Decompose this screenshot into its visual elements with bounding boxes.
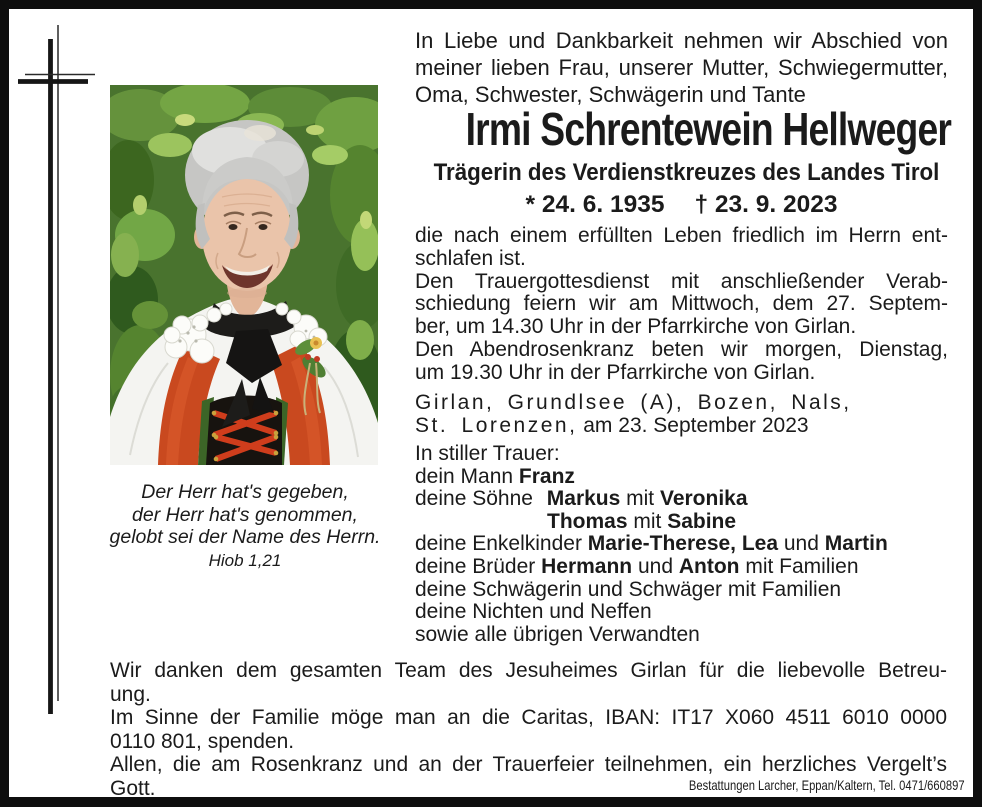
mourner-row: deine Schwägerin und Schwäger mit Familien [415, 577, 842, 601]
mourners-list [415, 443, 948, 646]
quote-line: Der Herr hat's gegeben, [141, 481, 349, 503]
mourner-row: deine Brüder Hermann und Anton mit Familien [415, 554, 859, 578]
mourner-row: Thomas mit Sabine [547, 509, 737, 533]
life-dates [415, 191, 948, 219]
intro-line: In Liebe und Dankbarkeit nehmen wir Abschied von [415, 28, 948, 53]
thanks-line: 0110 801, spenden. [110, 729, 295, 753]
announcement-line: schlafen ist. [415, 246, 526, 270]
announcement-paragraphs [415, 225, 948, 385]
announcement-line: die nach einem erfüllten Leben friedlich im Herrn ent- [415, 224, 948, 247]
memorial-cross-icon [9, 9, 109, 721]
funeral-home-credit: Bestattungen Larcher, Eppan/Kaltern, Tel. 0471/660897 [689, 777, 965, 793]
thanks-line: Im Sinne der Familie möge man an die Caritas, IBAN: IT17 X060 4511 6010 0000 [110, 706, 947, 729]
scripture-quote [57, 481, 433, 572]
mourner-row: deine Enkelkinder Marie-Therese, Lea und Martin [415, 532, 888, 556]
thanks-line: ung. [110, 682, 151, 706]
mourner-row: dein Mann Franz [415, 464, 575, 488]
thanks-line: Allen, die am Rosenkranz und an der Trauerfeier teilnehmen, ein herzliches Vergelt’s [110, 753, 947, 776]
quote-source: Hiob 1,21 [208, 550, 282, 570]
portrait-photo-illustration [110, 85, 378, 465]
deceased-name: Irmi Schrentewein Hellweger [465, 103, 952, 155]
thanks-line: Wir danken dem gesamten Team des Jesuheimes Girlan für die liebevolle Betreu- [110, 659, 947, 682]
thanks-line: Gott. [110, 776, 156, 800]
announcement-line: schiedung feiern wir am Mittwoch, dem 27. Septem- [415, 292, 948, 316]
announcement-line: um 19.30 Uhr in der Pfarrkirche von Girlan. [415, 360, 816, 384]
places-line: Girlan, Grundlsee (A), Bozen, Nals, [415, 391, 852, 414]
quote-line: gelobt sei der Name des Herrn. [109, 526, 381, 548]
quote-line: der Herr hat's genommen, [132, 503, 358, 526]
honor-title: Trägerin des Verdienstkreuzes des Landes Tirol [433, 159, 940, 186]
birth-date: * 24. 6. 1935 [525, 191, 665, 218]
mourners-header: In stiller Trauer: [415, 442, 560, 465]
mourner-row: sowie alle übrigen Verwandten [415, 622, 700, 646]
portrait-photo [110, 85, 378, 465]
intro-line: meiner lieben Frau, unserer Mutter, Schwiegermutter, [415, 55, 948, 80]
intro-paragraph [415, 27, 948, 108]
intro-line: Oma, Schwester, Schwägerin und Tante [415, 82, 806, 107]
announcement-line: Den Trauergottesdienst mit anschließender Verab- [415, 269, 948, 293]
death-date: † 23. 9. 2023 [694, 191, 838, 218]
places-dateline [415, 391, 948, 437]
places-line: St. Lorenzen, am 23. September 2023 [415, 414, 809, 437]
paper-sheet [9, 9, 973, 800]
announcement-line: ber, um 14.30 Uhr in der Pfarrkirche von Girlan. [415, 315, 857, 339]
announcement-line: Den Abendrosenkranz beten wir morgen, Dienstag, [415, 337, 948, 361]
mourner-row: deine Nichten und Neffen [415, 600, 652, 624]
mourner-row: deine Söhne Markus mit Veronika [415, 487, 748, 511]
